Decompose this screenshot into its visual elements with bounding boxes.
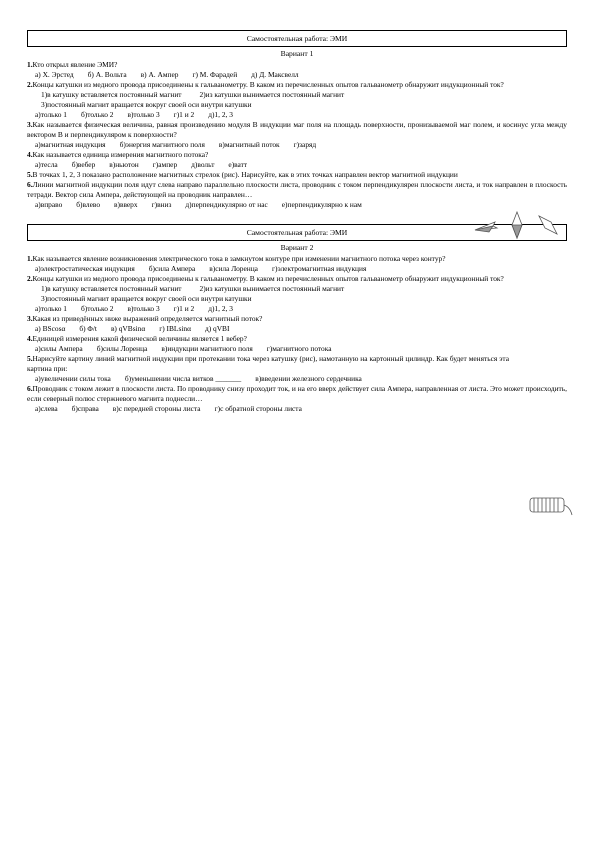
variant-1-label: Вариант 1: [280, 49, 314, 58]
v2-question-4-options: а)силы Ампера б)силы Лоренца в)индукции магнитного поля г)магнитного потока: [35, 344, 332, 353]
v2-question-1-options: а)электростатическая индукция б)сила Ампера в)сила Лоренца г)электромагнитная индукция: [35, 264, 367, 273]
magnetic-needle-2: [512, 212, 522, 238]
worksheet-page: [27, 30, 567, 428]
coil-figure: [527, 493, 575, 519]
magnetic-needle-1: [475, 222, 497, 232]
v1-question-1-options: а) Х. Эрстед б) А. Вольта в) А. Ампер г) М. Фарадей д) Д. Максвелл: [35, 70, 299, 79]
v1-question-5: 5.В точках 1, 2, 3 показано расположение магнитных стрелок (рис). Нарисуйте, как в этих точках направлен вектор магнитной индукции: [27, 170, 458, 179]
v2-question-2-conditions: 1)в катушку вставляется постоянный магнит 2)из катушки вынимается постоянный магнит: [41, 284, 345, 293]
v2-question-2: 2.Концы катушки из медного провода присоединены к гальванометру. В каком из перечисленных опытов гальванометр обнаружит индукционный ток?: [27, 274, 504, 283]
variant-1-title-box: [27, 30, 567, 47]
v1-question-2-conditions: 1)в катушку вставляется постоянный магнит 2)из катушки вынимается постоянный магнит: [41, 90, 345, 99]
variant-2-title: Самостоятельная работа: ЭМИ: [246, 228, 348, 237]
v2-question-3-options: а) BScosα б) Φ/t в) qVBsinα г) IBLsinα д) qVBI: [35, 324, 230, 333]
variant-2-label: Вариант 2: [280, 243, 314, 252]
v2-question-1: 1.Как называется явление возникновения электрического тока в замкнутом контуре при изменении магнитного потока через контур?: [27, 254, 446, 263]
v1-question-2-condition-3: 3)постоянный магнит вращается вокруг своей оси внутри катушки: [41, 100, 252, 109]
v2-question-4: 4.Единицей измерения какой физической величины является 1 вебер?: [27, 334, 247, 343]
v2-question-5-options: а)увеличении силы тока б)уменьшении числа витков _______ в)введении железного сердечника: [35, 374, 362, 383]
v2-question-6: 6.Проводник с током лежит в плоскости листа. По проводнику снизу проходит ток, и на его вверх действует сила Ампера, направленная от листа. Это может происходить, если северный полюс стержневого магнита поднесли…: [27, 384, 567, 403]
variant-2-block: [27, 224, 567, 414]
v2-question-6-options: а)слева б)справа в)с передней стороны листа г)с обратной стороны листа: [35, 404, 302, 413]
v1-question-4-options: а)тесла б)вебер в)ньютон г)ампер д)вольт е)ватт: [35, 160, 248, 169]
coil-cylinder: [530, 498, 564, 512]
v1-question-6-options: а)вправо б)влево в)вверх г)вниз д)перпендикулярно от нас е)перпендикулярно к нам: [35, 200, 362, 209]
v1-question-3: 3.Как называется физическая величина, равная произведению модуля В индукции маг поля на площадь поверхности, пронизываемой маг полем, и косинус угла между вектором В и перпендикуляром к поверхности?: [27, 120, 567, 139]
v1-question-3-options: а)магнитная индукция б)энергия магнитного поля в)магнитный поток г)заряд: [35, 140, 317, 149]
magnetic-needles-figure: [467, 208, 562, 242]
v2-question-5: 5.Нарисуйте картину линий магнитной индукции при протекании тока через катушку (рис), намотанную на картонный цилиндр. Как будет меняться эта картина при:: [27, 354, 509, 373]
v2-question-3: 3.Какая из приведённых ниже выражений определяется магнитный поток?: [27, 314, 263, 323]
magnetic-needle-3: [539, 216, 557, 234]
v1-question-2-options: а)только 1 б)только 2 в)только 3 г)1 и 2 д)1, 2, 3: [35, 110, 233, 119]
v1-question-6: 6.Линии магнитной индукции поля идут слева направо параллельно плоскости листа, проводник с током перпендикулярен плоскости листа, и ток направлен в плоскость тетради. Вектор сила Ампера, действующей на проводник направлен…: [27, 180, 567, 199]
v2-question-2-condition-3: 3)постоянный магнит вращается вокруг своей оси внутри катушки: [41, 294, 252, 303]
v1-question-2: 2.Концы катушки из медного провода присоединены к гальванометру. В каком из перечисленных опытов гальванометр обнаружит индукционный ток?: [27, 80, 504, 89]
v2-question-2-options: а)только 1 б)только 2 в)только 3 г)1 и 2 д)1, 2, 3: [35, 304, 233, 313]
v1-question-4: 4.Как называется единица измерения магнитного потока?: [27, 150, 209, 159]
variant-1-title: Самостоятельная работа: ЭМИ: [246, 34, 348, 43]
variant-1-block: [27, 30, 567, 210]
v1-question-1: 1.Кто открыл явление ЭМИ?: [27, 60, 118, 69]
